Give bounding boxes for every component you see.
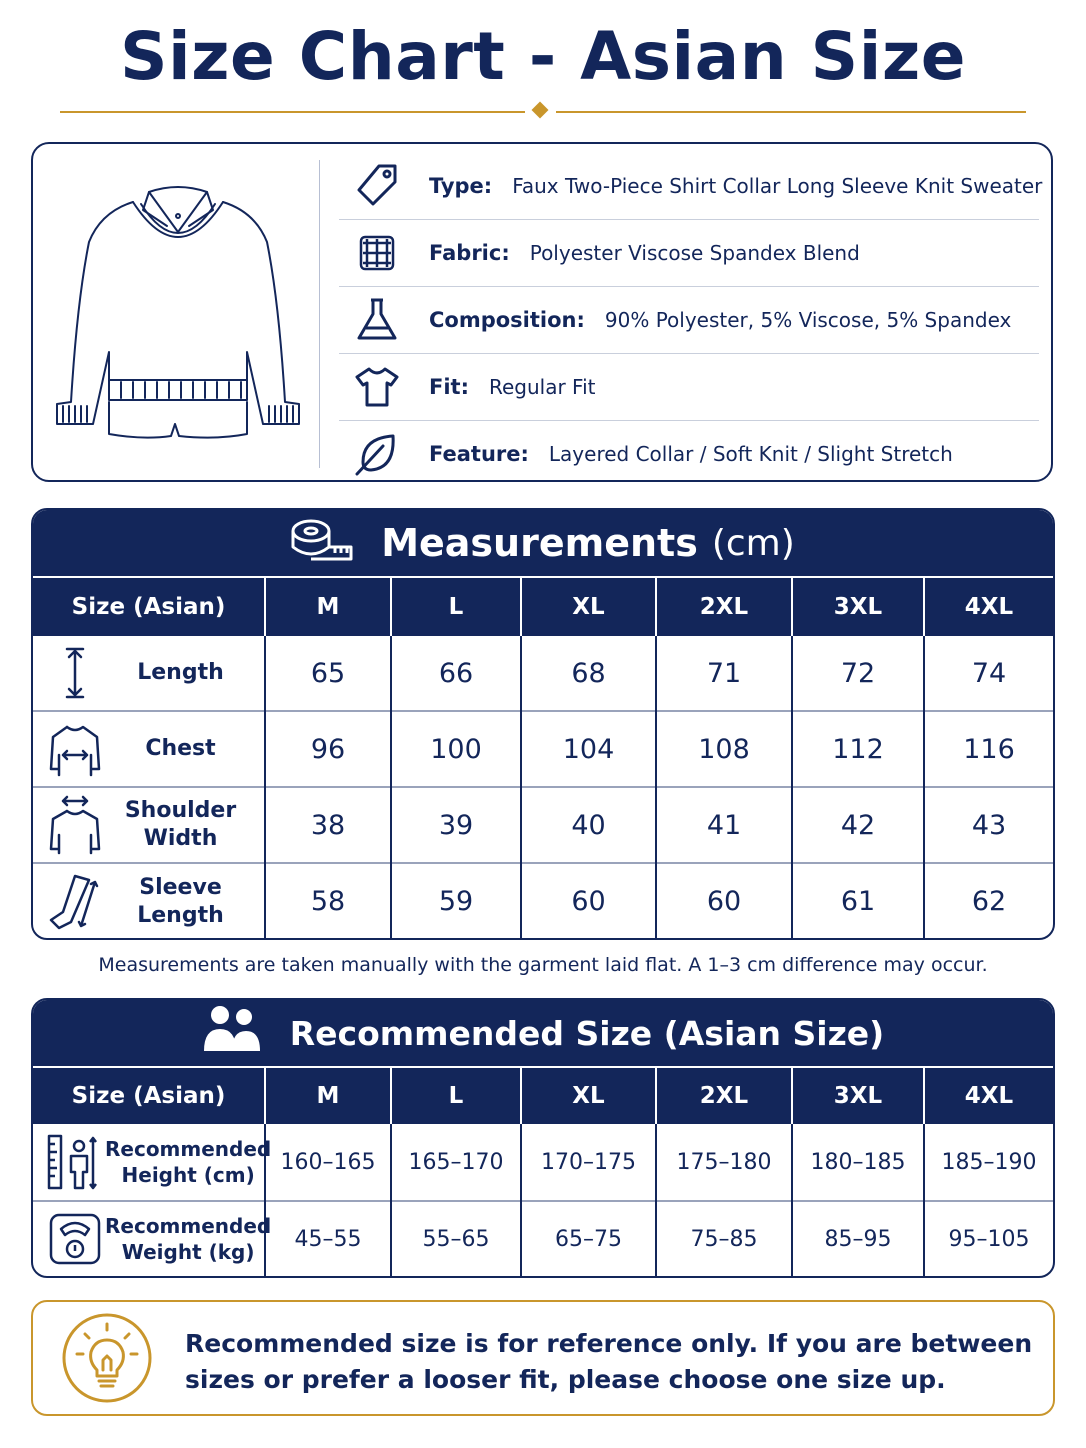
info-value: 90% Polyester, 5% Viscose, 5% Spandex <box>604 307 1012 332</box>
value-cell: 185–190 <box>924 1124 1053 1201</box>
value-cell: 39 <box>391 787 521 863</box>
value-cell: 96 <box>265 711 391 787</box>
col-header-l: L <box>391 1068 521 1124</box>
value-cell: 74 <box>924 636 1053 711</box>
value-cell: 55–65 <box>391 1201 521 1276</box>
value-cell: 59 <box>391 863 521 939</box>
info-divider <box>319 160 320 468</box>
fabric-icon <box>353 229 401 277</box>
col-header-2xl: 2XL <box>656 578 792 636</box>
table-row <box>33 863 1053 939</box>
value-cell: 65 <box>265 636 391 711</box>
table-row <box>33 711 1053 787</box>
value-cell: 116 <box>924 711 1053 787</box>
title-rule-right <box>556 111 1026 113</box>
tag-icon <box>353 162 401 210</box>
value-cell: 38 <box>265 787 391 863</box>
value-cell: 104 <box>521 711 656 787</box>
col-header-size: Size (Asian) <box>33 1068 265 1124</box>
product-info-card <box>31 142 1053 482</box>
title-rule-left <box>60 111 525 113</box>
leaf-icon <box>353 430 401 478</box>
value-cell: 71 <box>656 636 792 711</box>
table-row <box>33 1124 1053 1201</box>
value-cell: 66 <box>391 636 521 711</box>
row-label-cell <box>33 636 265 711</box>
value-cell: 62 <box>924 863 1053 939</box>
row-label-cell <box>33 1201 272 1276</box>
info-value: Layered Collar / Soft Knit / Slight Stretch <box>548 441 953 466</box>
value-cell: 58 <box>265 863 391 939</box>
height-ruler-icon <box>45 1132 105 1192</box>
info-value: Polyester Viscose Spandex Blend <box>529 240 860 265</box>
chest-icon <box>45 719 105 779</box>
page-title: Size Chart - Asian Size <box>119 18 967 95</box>
value-cell: 40 <box>521 787 656 863</box>
value-cell: 60 <box>521 863 656 939</box>
value-cell: 65–75 <box>521 1201 656 1276</box>
col-header-xl: XL <box>521 1068 656 1124</box>
sleeve-icon <box>45 872 105 932</box>
col-header-l: L <box>391 578 521 636</box>
flask-icon <box>353 296 401 344</box>
value-cell: 68 <box>521 636 656 711</box>
value-cell: 41 <box>656 787 792 863</box>
value-cell: 170–175 <box>521 1124 656 1201</box>
value-cell: 85–95 <box>792 1201 924 1276</box>
value-cell: 42 <box>792 787 924 863</box>
measurements-panel <box>31 508 1055 940</box>
col-header-4xl: 4XL <box>924 578 1053 636</box>
info-row-fit <box>339 353 1039 421</box>
value-cell: 100 <box>391 711 521 787</box>
recommended-title: Recommended Size (Asian Size) <box>289 1013 885 1053</box>
info-label: Type: <box>429 173 493 198</box>
lightbulb-icon <box>61 1312 153 1404</box>
col-header-m: M <box>265 1068 391 1124</box>
info-value: Regular Fit <box>488 374 596 399</box>
info-label: Feature: <box>429 441 529 466</box>
title-diamond-ornament <box>532 102 549 119</box>
recommended-header <box>33 1000 1053 1066</box>
value-cell: 160–165 <box>265 1124 391 1201</box>
row-label-cell <box>33 711 265 787</box>
col-header-3xl: 3XL <box>792 1068 924 1124</box>
col-header-3xl: 3XL <box>792 578 924 636</box>
value-cell: 108 <box>656 711 792 787</box>
measurements-unit: (cm) <box>711 522 795 564</box>
info-row-type <box>339 152 1043 220</box>
measurement-note: Measurements are taken manually with the garment laid flat. A 1–3 cm difference may occur. <box>98 954 988 976</box>
row-label: Length <box>137 660 224 685</box>
info-label: Fabric: <box>429 240 510 265</box>
col-header-size: Size (Asian) <box>33 578 265 636</box>
measurements-header-row <box>33 578 1053 636</box>
tip-card <box>31 1300 1055 1416</box>
value-cell: 72 <box>792 636 924 711</box>
length-arrow-icon <box>45 643 105 703</box>
value-cell: 43 <box>924 787 1053 863</box>
table-row <box>33 1201 1053 1276</box>
row-label: Recommended Weight (kg) <box>105 1214 272 1264</box>
table-row <box>33 787 1053 863</box>
tip-text: Recommended size is for reference only. If you are between sizes or prefer a looser fit, please choose one size up. <box>185 1329 1033 1394</box>
shoulder-icon <box>45 795 105 855</box>
col-header-m: M <box>265 578 391 636</box>
value-cell: 180–185 <box>792 1124 924 1201</box>
measurements-title: Measurements <box>381 521 698 565</box>
people-icon <box>202 1005 262 1061</box>
tshirt-icon <box>353 363 401 411</box>
row-label: Shoulder Width <box>124 798 237 851</box>
row-label-cell <box>33 787 265 863</box>
row-label: Recommended Height (cm) <box>105 1137 272 1187</box>
table-row <box>33 636 1053 711</box>
col-header-4xl: 4XL <box>924 1068 1053 1124</box>
value-cell: 60 <box>656 863 792 939</box>
value-cell: 95–105 <box>924 1201 1053 1276</box>
row-label-cell <box>33 1124 272 1201</box>
row-label: Sleeve Length <box>137 874 224 928</box>
col-header-2xl: 2XL <box>656 1068 792 1124</box>
value-cell: 165–170 <box>391 1124 521 1201</box>
value-cell: 61 <box>792 863 924 939</box>
measurements-header <box>33 510 1053 576</box>
value-cell: 112 <box>792 711 924 787</box>
value-cell: 175–180 <box>656 1124 792 1201</box>
recommended-header-row <box>33 1068 1053 1124</box>
row-label: Chest <box>145 736 216 761</box>
recommended-size-panel <box>31 998 1055 1278</box>
value-cell: 45–55 <box>265 1201 391 1276</box>
info-label: Fit: <box>429 374 469 399</box>
row-label-cell <box>33 863 265 939</box>
info-row-composition <box>339 286 1039 354</box>
sweater-illustration <box>51 162 311 462</box>
info-value: Faux Two-Piece Shirt Collar Long Sleeve Knit Sweater <box>512 173 1043 198</box>
tape-measure-icon <box>291 517 353 570</box>
col-header-xl: XL <box>521 578 656 636</box>
scale-icon <box>45 1209 105 1269</box>
info-row-feature <box>339 420 1039 487</box>
info-row-fabric <box>339 219 1039 287</box>
info-label: Composition: <box>429 307 585 332</box>
value-cell: 75–85 <box>656 1201 792 1276</box>
